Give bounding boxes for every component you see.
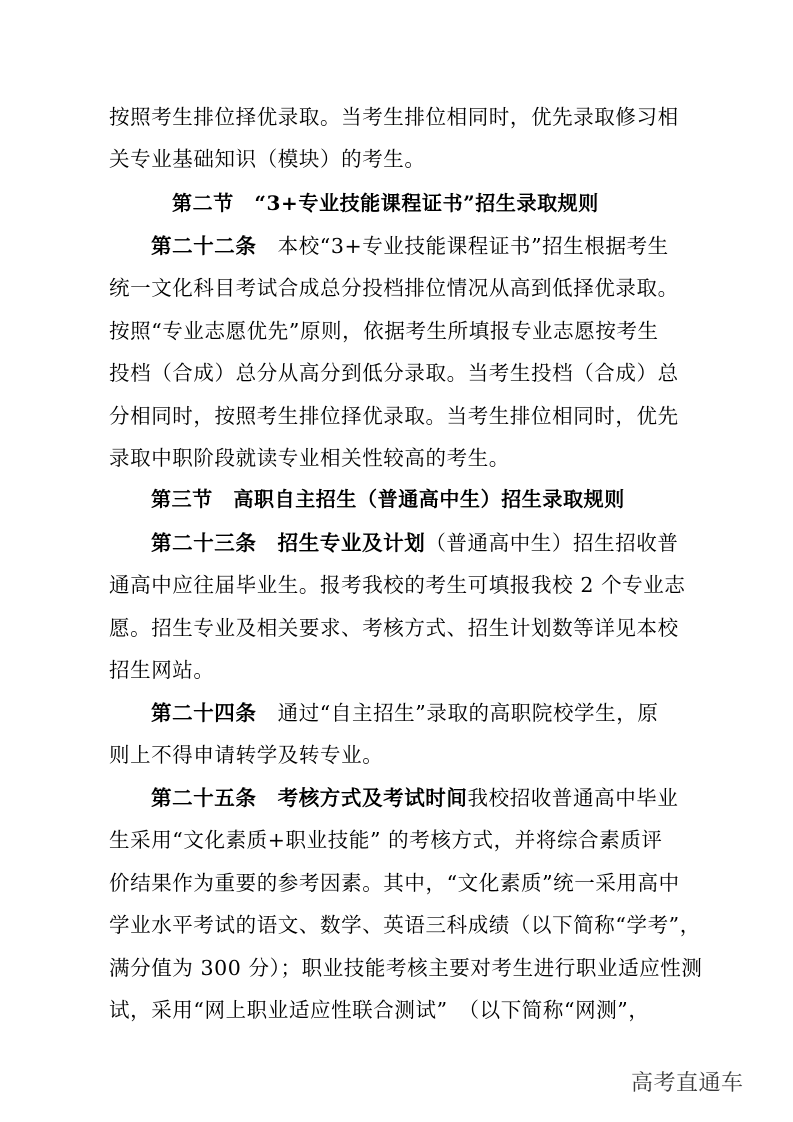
article-22-text: 本校“3+专业技能课程证书”招生根据考生 — [256, 234, 669, 258]
article-22-first-line — [151, 233, 669, 259]
paragraph-line: 价结果作为重要的参考因素。其中，“文化素质”统一采用高中 — [109, 871, 680, 895]
watermark-logo-text: 高考直通车 — [631, 1071, 744, 1096]
article-22-label: 第二十二条 — [151, 234, 257, 258]
paragraph-line: 通高中应往届毕业生。报考我校的考生可填报我校 2 个专业志 — [109, 573, 686, 597]
paragraph-line: 关专业基础知识（模块）的考生。 — [109, 147, 426, 171]
paragraph-line: 生采用“文化素质+职业技能” 的考核方式，并将综合素质评 — [109, 828, 663, 852]
article-23-text: （普通高中生）招生招收普 — [425, 531, 679, 555]
article-24-label: 第二十四条 — [151, 701, 257, 725]
article-23-label: 第二十三条 招生专业及计划 — [151, 531, 426, 555]
section-heading-2: 第二节 “3+专业技能课程证书”招生录取规则 — [172, 191, 599, 215]
article-25-text: 我校招收普通高中毕业 — [467, 786, 679, 810]
paragraph-line: 满分值为 300 分）；职业技能考核主要对考生进行职业适应性测 — [109, 956, 703, 980]
paragraph-line: 投档（合成）总分从高分到低分录取。当考生投档（合成）总 — [109, 361, 679, 385]
article-25-first-line — [151, 785, 679, 811]
paragraph-line: 招生网站。 — [109, 658, 215, 682]
paragraph-line: 按照“专业志愿优先”原则，依据考生所填报专业志愿按考生 — [109, 319, 659, 343]
paragraph-line: 学业水平考试的语文、数学、英语三科成绩（以下简称“学考”， — [109, 913, 701, 937]
paragraph-line: 试，采用“网上职业适应性联合测试” （以下简称“网测”， — [109, 998, 650, 1022]
paragraph-line: 分相同时，按照考生排位择优录取。当考生排位相同时，优先 — [109, 404, 679, 428]
paragraph-line: 录取中职阶段就读专业相关性较高的考生。 — [109, 446, 510, 470]
article-25-label: 第二十五条 考核方式及考试时间 — [151, 786, 468, 810]
article-23-first-line — [151, 530, 679, 556]
article-24-text: 通过“自主招生”录取的高职院校学生，原 — [256, 701, 659, 725]
paragraph-line: 则上不得申请转学及转专业。 — [109, 743, 384, 767]
article-24-first-line — [151, 700, 658, 726]
paragraph-line: 统一文化科目考试合成总分投档排位情况从高到低择优录取。 — [109, 276, 679, 300]
paragraph-line: 愿。招生专业及相关要求、考核方式、招生计划数等详见本校 — [109, 616, 679, 640]
paragraph-line: 按照考生排位择优录取。当考生排位相同时，优先录取修习相 — [109, 105, 679, 129]
section-heading-3: 第三节 高职自主招生（普通高中生）招生录取规则 — [151, 487, 625, 511]
